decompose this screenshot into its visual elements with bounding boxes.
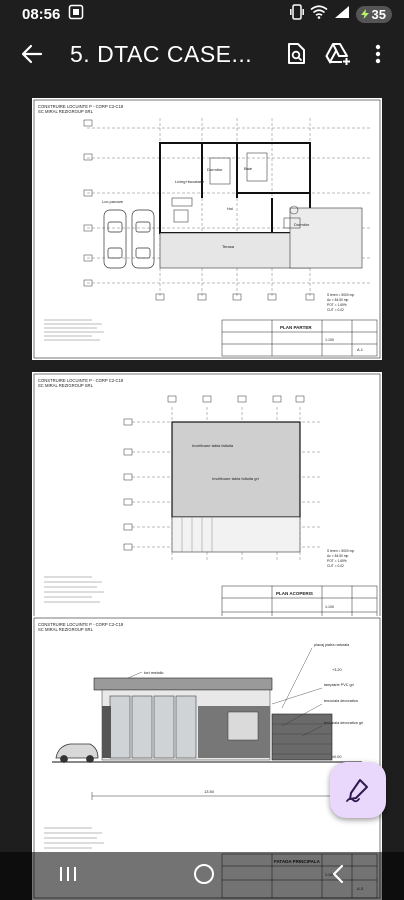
svg-text:S teren = 5000 mp: S teren = 5000 mp: [327, 293, 355, 297]
facade-label-4: tencuiala decorativa gri: [324, 721, 364, 725]
system-nav-bar: [0, 852, 404, 900]
pen-squiggle-icon: [345, 777, 371, 803]
facade-label-3: tencuiala decorativa: [324, 699, 358, 703]
page2-project-line2: SC MIRAL REZIGROUP SRL: [38, 383, 93, 388]
room-label-3: Baie: [244, 166, 253, 171]
facade-label-2: tamplarie PVC gri: [324, 683, 354, 687]
facade-label-roof: tort metalic: [144, 670, 164, 675]
status-time: 08:56: [22, 5, 61, 23]
page1-project-line2: SC MIRAL REZIGROUP SRL: [38, 109, 93, 114]
more-options-button[interactable]: [360, 36, 396, 72]
room-label-5: Dormitor: [294, 222, 310, 227]
svg-text:POT = 1.69%: POT = 1.69%: [327, 303, 347, 307]
page2-plan-title: PLAN ACOPERIS: [276, 591, 313, 596]
vibrate-icon: [290, 4, 304, 24]
pdf-page-1[interactable]: [32, 98, 382, 360]
app-bar: [0, 28, 404, 80]
battery-indicator: [356, 6, 392, 23]
page1-project-line1: CONSTRUIRE LOCUINTE P - CORP C2-C19: [38, 104, 124, 109]
document-search-icon: [285, 42, 307, 66]
room-label-1: Living+bucatarie: [175, 179, 205, 184]
drive-add-icon: [325, 42, 351, 66]
room-label-6: Terasa: [222, 244, 235, 249]
recent-apps-button[interactable]: [57, 864, 79, 889]
back-button[interactable]: [14, 36, 50, 72]
search-in-document-button[interactable]: [278, 36, 314, 72]
arrow-left-icon: [21, 43, 43, 65]
page3-project-line2: SC MIRAL REZIGROUP SRL: [38, 627, 93, 632]
facade-level-zero: ±0.00: [332, 755, 342, 759]
roof-label-2: Invelitoare tabla faltuita gri: [212, 476, 259, 481]
page1-scale: 1:100: [325, 338, 334, 342]
pdf-page-2[interactable]: [32, 372, 382, 634]
more-vert-icon: [375, 44, 381, 64]
page1-sheet: A.1: [357, 347, 364, 352]
facade-label-1: placaj piatra naturala: [314, 643, 350, 647]
roof-label-1: Invelitoare tabla faltuita: [192, 443, 234, 448]
room-label-7: Loc parcare: [102, 199, 124, 204]
status-bar: [0, 0, 404, 28]
page1-plan-title: PLAN PARTER: [280, 325, 312, 330]
wifi-icon: [310, 5, 328, 23]
facade-level-top: +3.20: [332, 668, 342, 672]
recent-apps-icon: [57, 864, 79, 884]
svg-text:CUT = 0.02: CUT = 0.02: [327, 308, 344, 312]
page2-project-line1: CONSTRUIRE LOCUINTE P - CORP C2-C19: [38, 378, 124, 383]
battery-level: 35: [371, 6, 386, 22]
home-button[interactable]: [192, 862, 216, 891]
page2-scale: 1:100: [325, 605, 334, 609]
home-circle-icon: [192, 862, 216, 886]
page3-project-line1: CONSTRUIRE LOCUINTE P - CORP C2-C19: [38, 622, 124, 627]
floor-plan-drawing: [32, 98, 382, 360]
signal-icon: [334, 5, 350, 23]
svg-text:Ac = 84.50 mp: Ac = 84.50 mp: [327, 298, 349, 302]
document-title: 5. DTAC CASE...: [70, 40, 253, 67]
annotate-fab-button[interactable]: [330, 762, 386, 818]
room-label-2: Dormitor: [207, 167, 223, 172]
svg-text:S teren = 5000 mp: S teren = 5000 mp: [327, 549, 355, 553]
add-to-drive-button[interactable]: [320, 36, 356, 72]
system-back-button[interactable]: [329, 863, 347, 890]
chevron-left-icon: [329, 863, 347, 885]
screenshot-icon: [68, 4, 84, 24]
svg-text:CUT = 0.02: CUT = 0.02: [327, 564, 344, 568]
roof-plan-drawing: [32, 372, 382, 634]
svg-text:Ac = 84.50 mp: Ac = 84.50 mp: [327, 554, 349, 558]
facade-dim-total: 13.50: [204, 789, 215, 794]
svg-text:POT = 1.69%: POT = 1.69%: [327, 559, 347, 563]
room-label-4: Hol: [227, 206, 234, 211]
